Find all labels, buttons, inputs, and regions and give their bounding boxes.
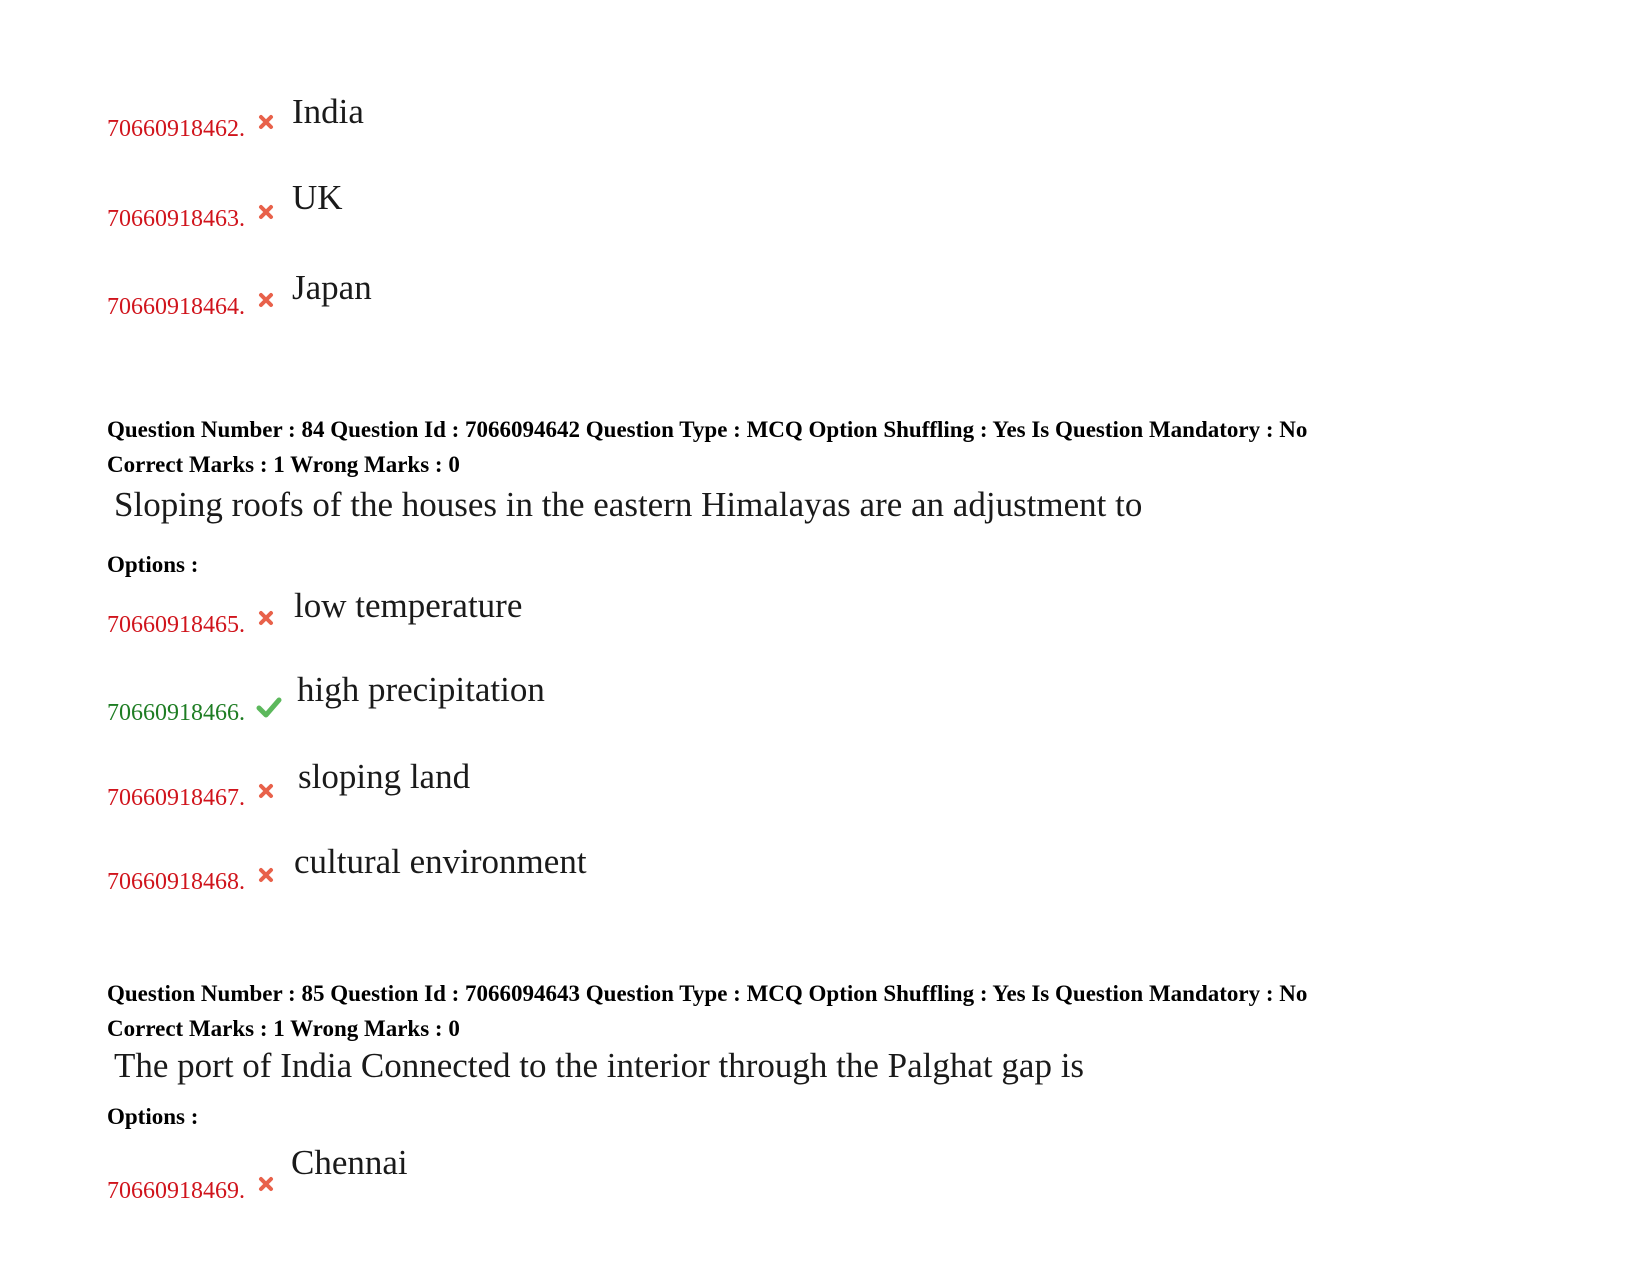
option-id: 70660918468. (107, 869, 245, 895)
options-label: Options : (107, 1104, 199, 1129)
option-text: Chennai (291, 1143, 408, 1182)
question-text: Sloping roofs of the houses in the eastern Himalayas are an adjustment to (114, 485, 1143, 524)
options-label: Options : (107, 552, 199, 577)
option-text: UK (292, 178, 343, 217)
cross-icon (258, 114, 274, 130)
cross-icon (258, 867, 274, 883)
option-id: 70660918467. (107, 785, 245, 811)
option-id: 70660918463. (107, 206, 245, 232)
option-id: 70660918464. (107, 294, 245, 320)
cross-icon (258, 610, 274, 626)
cross-icon (258, 204, 274, 220)
option-text: low temperature (294, 586, 523, 625)
option-text: cultural environment (294, 842, 587, 881)
question-text: The port of India Connected to the interior through the Palghat gap is (114, 1046, 1085, 1085)
question-header (107, 976, 1307, 1046)
option-id: 70660918469. (107, 1178, 245, 1204)
question-header (107, 412, 1307, 482)
option-text: Japan (292, 268, 372, 307)
option-id: 70660918462. (107, 116, 245, 142)
option-text: India (292, 92, 364, 131)
option-id: 70660918466. (107, 700, 245, 726)
option-text: sloping land (298, 757, 471, 796)
option-text: high precipitation (297, 670, 545, 709)
check-icon (256, 696, 282, 718)
question-meta-line: Question Number : 84 Question Id : 7066094642 Question Type : MCQ Option Shuffling : Yes Is Question Mandatory : No (107, 417, 1308, 442)
marks-line: Correct Marks : 1 Wrong Marks : 0 (107, 1016, 460, 1041)
cross-icon (258, 783, 274, 799)
question-meta-line: Question Number : 85 Question Id : 7066094643 Question Type : MCQ Option Shuffling : Yes Is Question Mandatory : No (107, 981, 1308, 1006)
marks-line: Correct Marks : 1 Wrong Marks : 0 (107, 452, 460, 477)
cross-icon (258, 1176, 274, 1192)
option-id: 70660918465. (107, 612, 245, 638)
cross-icon (258, 292, 274, 308)
